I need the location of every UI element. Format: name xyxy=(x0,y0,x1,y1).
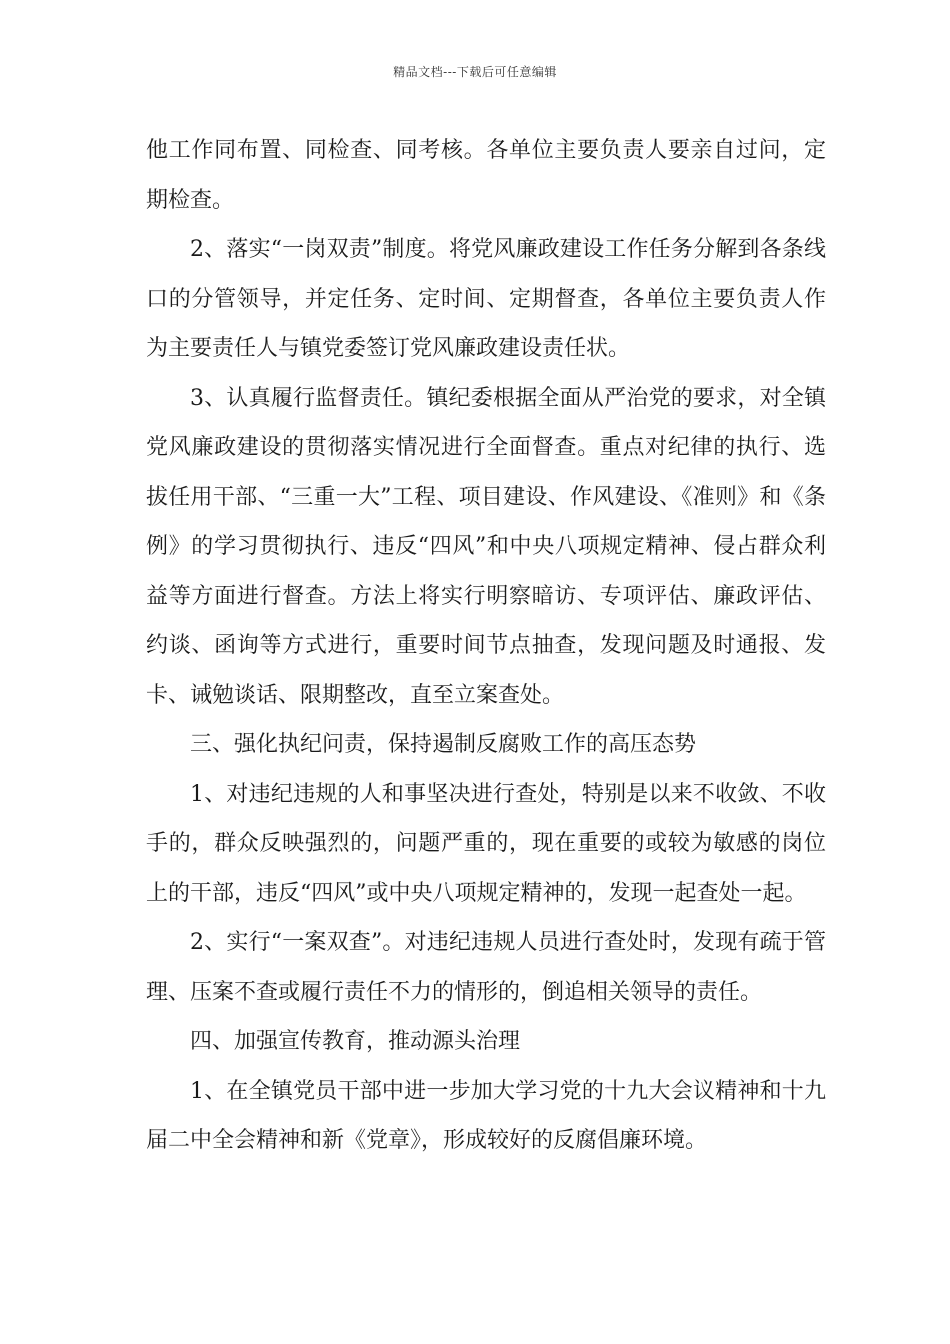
paragraph-item-2: 2、落实“一岗双责”制度。将党风廉政建设工作任务分解到各条线口的分管领导，并定任务、定时间、定期督查，各单位主要负责人作为主要责任人与镇党委签订党风廉政建设责任状。 xyxy=(146,237,826,361)
paragraph-section3-item-1: 1、对违纪违规的人和事坚决进行查处，特别是以来不收敛、不收手的，群众反映强烈的，问题严重的，现在重要的或较为敏感的岗位上的干部，违反“四风”或中央八项规定精神的，发现一起查处一起。 xyxy=(146,781,826,906)
section-heading-4: 四、加强宣传教育，推动源头治理 xyxy=(190,1029,521,1054)
paragraph-item-3: 3、认真履行监督责任。镇纪委根据全面从严治党的要求，对全镇党风廉政建设的贯彻落实情况进行全面督查。重点对纪律的执行、选拔任用干部、“三重一大”工程、项目建设、作风建设、《准则》和《条例》的学习贯彻执行、违反“四风”和中央八项规定精神、侵占群众利益等方面进行督查。方法上将实行明察暗访、专项评估、廉政评估、约谈、函询等方式进行，重要时间节点抽查，发现问题及时通报、发卡、诫勉谈话、限期整改，直至立案查处。 xyxy=(146,385,826,708)
paragraph-continuation: 他工作同布置、同检查、同考核。各单位主要负责人要亲自过问，定期检查。 xyxy=(146,138,826,213)
page-header: 精品文档---下载后可任意编辑 xyxy=(393,65,557,79)
paragraph-section4-item-1: 1、在全镇党员干部中进一步加大学习党的十九大会议精神和十九届二中全会精神和新《党章》，形成较好的反腐倡廉环境。 xyxy=(146,1078,826,1153)
paragraph-section3-item-2: 2、实行“一案双查”。对违纪违规人员进行查处时，发现有疏于管理、压案不查或履行责任不力的情形的，倒追相关领导的责任。 xyxy=(146,930,826,1005)
document-body xyxy=(146,126,826,1166)
section-heading-3: 三、强化执纪问责，保持遏制反腐败工作的高压态势 xyxy=(190,732,697,757)
